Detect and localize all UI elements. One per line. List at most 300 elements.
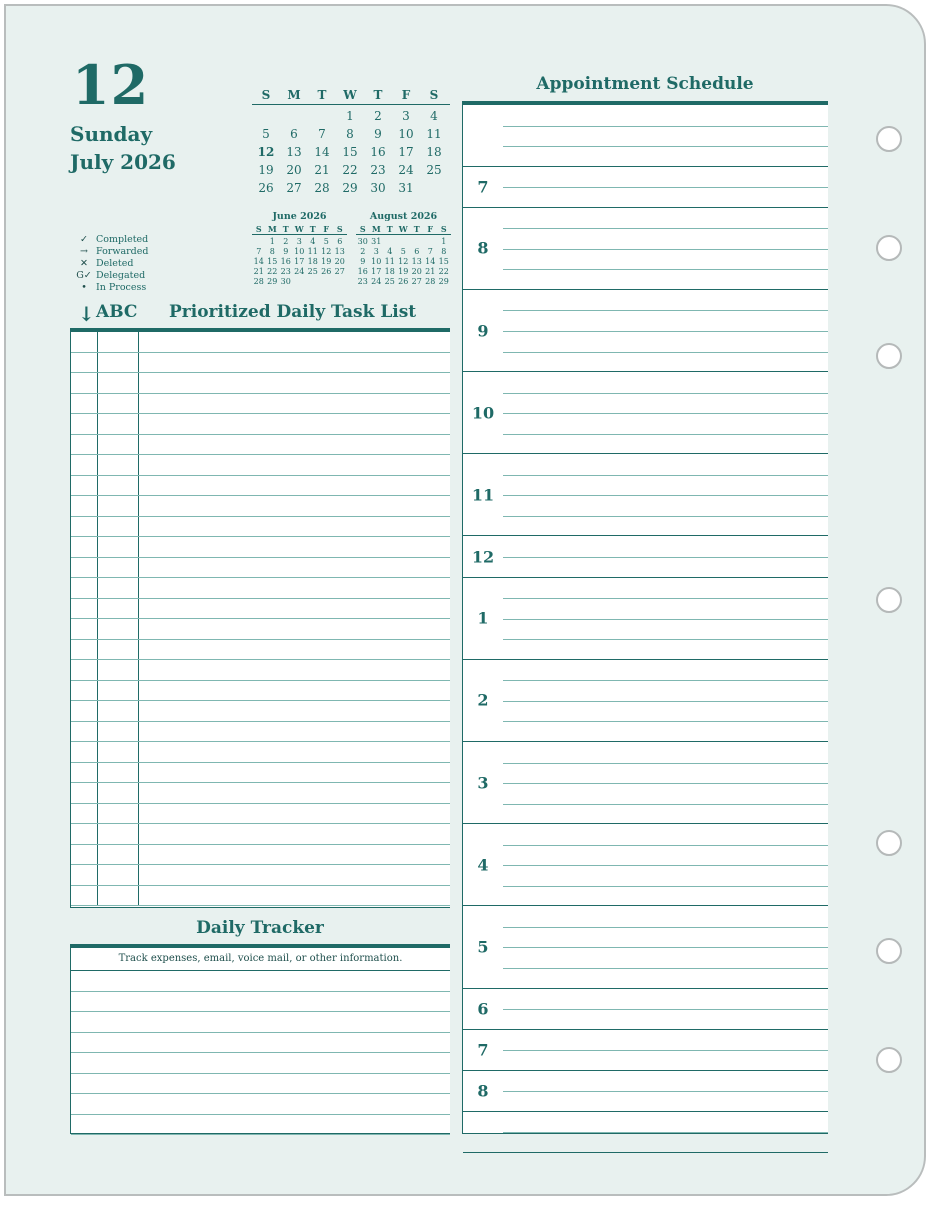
task-row [71,865,450,886]
calendar-week-row [252,125,450,143]
task-priority-cell [98,373,139,393]
calendar-day: 15 [342,145,358,159]
task-status-cell [71,373,98,393]
task-priority-cell [98,496,139,516]
tracker-line [71,1094,450,1115]
task-priority-cell [98,619,139,639]
mini-calendar-day: 27 [334,266,345,276]
mini-calendar-day: 10 [371,256,382,266]
calendar-day: 11 [426,127,442,141]
appointment-line [503,1091,828,1092]
appointment-slot-10 [463,372,828,454]
weekday-initial: T [317,88,327,102]
mini-calendar-day: 6 [337,236,343,246]
task-description-cell [139,886,450,906]
appointment-slot-6 [463,989,828,1030]
task-status-cell [71,394,98,414]
appointment-line [503,865,828,866]
calendar-day: 24 [398,163,414,177]
mini-calendar-day: 25 [307,266,318,276]
calendar-day: 6 [290,127,298,141]
task-description-cell [139,742,450,762]
task-description-cell [139,804,450,824]
mini-calendar-day: 7 [256,246,262,256]
task-row [71,804,450,825]
appointment-line [503,1132,828,1133]
task-description-cell [139,619,450,639]
mini-calendar-day: 3 [373,246,379,256]
binder-hole [876,343,902,369]
appointment-slot-3 [463,742,828,824]
calendar-day: 14 [314,145,330,159]
task-description-cell [139,435,450,455]
task-priority-cell [98,435,139,455]
task-description-cell [139,578,450,598]
appointment-line [503,845,828,846]
task-row [71,558,450,579]
mini-calendar-day: 30 [357,236,368,246]
appointment-line [503,495,828,496]
task-status-cell [71,660,98,680]
calendar-day: 3 [402,109,410,123]
appointment-slot-8 [463,208,828,290]
mini-weekday-initial: T [386,223,393,234]
calendar-day: 16 [370,145,386,159]
task-status-cell [71,681,98,701]
task-status-cell [71,578,98,598]
legend-symbol-icon: G✓ [76,269,92,281]
hour-label: 11 [471,485,495,505]
task-description-cell [139,496,450,516]
mini-calendar-week-row [252,256,347,266]
task-row [71,373,450,394]
task-status-cell [71,332,98,352]
task-description-cell [139,783,450,803]
task-status-cell [71,476,98,496]
mini-calendar-week-row [356,246,451,256]
task-priority-cell [98,517,139,537]
mini-calendar-day: 28 [425,276,436,286]
task-list-header [72,300,450,328]
calendar-day: 18 [426,145,442,159]
mini-calendar-day: 22 [438,266,449,276]
legend-label: Delegated [96,269,146,281]
hour-label: 4 [477,855,489,875]
mini-calendar-day: 11 [384,256,395,266]
legend-symbol-icon: ✕ [80,257,88,269]
calendar-day: 22 [342,163,358,177]
month-year-label: July 2026 [70,150,176,174]
mini-calendar-week-row [252,266,347,276]
hour-label: 1 [477,608,489,628]
appointment-line [503,434,828,435]
mini-calendar-title: August 2026 [369,211,438,222]
day-number: 12 [72,53,150,117]
appointment-line [503,763,828,764]
task-description-cell [139,455,450,475]
task-row [71,353,450,374]
mini-calendar-day: 17 [371,266,382,276]
weekday-initial: S [261,88,271,102]
mini-weekday-header-row [252,223,347,235]
binder-hole [876,1047,902,1073]
calendar-week-row [252,107,450,125]
calendar-day: 8 [346,127,354,141]
appointment-line [503,886,828,887]
calendar-day: 5 [262,127,270,141]
task-priority-cell [98,722,139,742]
task-row [71,537,450,558]
mini-calendar-day: 4 [310,236,316,246]
task-priority-cell [98,599,139,619]
task-description-cell [139,394,450,414]
appointment-line [503,1009,828,1010]
task-description-cell [139,517,450,537]
task-status-cell [71,783,98,803]
calendar-day: 13 [286,145,302,159]
calendar-day: 1 [346,109,354,123]
legend-label: Deleted [96,257,134,269]
hour-label: 6 [477,999,489,1019]
appointment-line [503,393,828,394]
appointment-line [503,804,828,805]
mini-calendar-day: 5 [323,236,329,246]
task-row [71,640,450,661]
mini-calendar-day: 23 [357,276,368,286]
task-priority-cell [98,824,139,844]
task-row [71,742,450,763]
binder-hole [876,587,902,613]
legend-item [72,281,148,293]
appointment-line [503,1050,828,1051]
appointment-line [503,228,828,229]
mini-calendar-day: 19 [398,266,409,276]
mini-calendar-day: 29 [438,276,449,286]
mini-calendar-day: 21 [425,266,436,276]
appointment-slot-blank [463,1112,828,1153]
binder-hole [876,938,902,964]
tracker-line [71,992,450,1013]
mini-calendar-day: 15 [267,256,278,266]
task-description-cell [139,558,450,578]
hour-label: 10 [471,403,495,423]
task-row [71,886,450,907]
task-description-cell [139,476,450,496]
daily-tracker-box [70,944,450,1134]
calendar-day: 7 [318,127,326,141]
appointment-line [503,331,828,332]
task-description-cell [139,660,450,680]
mini-calendar-day: 25 [384,276,395,286]
task-priority-cell [98,353,139,373]
mini-calendar-day: 26 [398,276,409,286]
legend-label: In Process [96,281,147,293]
task-priority-cell [98,414,139,434]
mini-calendar-day: 23 [280,266,291,276]
mini-weekday-initial: F [323,223,330,234]
hour-label: 8 [477,1081,489,1101]
planner-page [4,4,926,1196]
task-priority-cell [98,783,139,803]
mini-calendar-day: 8 [441,246,447,256]
task-priority-cell [98,578,139,598]
appointment-slot-9 [463,290,828,372]
task-description-cell [139,640,450,660]
month-calendar [252,86,450,197]
task-row [71,722,450,743]
task-row [71,824,450,845]
mini-calendar-day: 7 [427,246,433,256]
mini-calendar-day: 13 [334,246,345,256]
appointment-line [503,701,828,702]
task-status-cell [71,619,98,639]
mini-weekday-initial: W [294,223,304,234]
calendar-day: 21 [314,163,330,177]
weekday-initial: M [287,88,301,102]
calendar-day: 23 [370,163,386,177]
task-row [71,763,450,784]
legend-symbol-icon: → [80,245,88,257]
task-status-cell [71,496,98,516]
task-priority-cell [98,763,139,783]
mini-calendar-day: 24 [294,266,305,276]
appointment-slot-8 [463,1071,828,1112]
calendar-week-row [252,143,450,161]
legend-item [72,245,148,257]
calendar-day: 17 [398,145,414,159]
mini-calendar-day: 31 [371,236,382,246]
daily-tracker-hint: Track expenses, email, voice mail, or other information. [71,948,450,971]
task-status-cell [71,599,98,619]
mini-calendar-title: June 2026 [272,211,327,222]
task-row [71,517,450,538]
binder-hole [876,830,902,856]
task-description-cell [139,599,450,619]
mini-calendar-day: 17 [294,256,305,266]
tracker-line [71,1053,450,1074]
tracker-line [71,1012,450,1033]
appointment-line [503,598,828,599]
weekday-header-row [252,86,450,105]
mini-calendar-day: 29 [267,276,278,286]
task-description-cell [139,845,450,865]
calendar-day: 20 [286,163,302,177]
mini-calendar-day: 9 [283,246,289,256]
hour-label: 7 [477,1040,489,1060]
previous-month-calendar [252,211,347,286]
calendar-day: 31 [398,181,414,195]
mini-calendar-day: 14 [425,256,436,266]
mini-calendar-day: 2 [283,236,289,246]
appointment-line [503,639,828,640]
calendar-day: 26 [258,181,274,195]
task-status-cell [71,414,98,434]
task-row [71,599,450,620]
mini-calendar-week-row [252,246,347,256]
weekday-initial: S [429,88,439,102]
task-list-grid [70,328,450,908]
task-status-cell [71,865,98,885]
mini-weekday-initial: S [440,223,447,234]
hour-label: 12 [471,547,495,567]
task-row [71,660,450,681]
task-status-cell [71,742,98,762]
appointment-line [503,927,828,928]
mini-calendar-day: 22 [267,266,278,276]
task-priority-cell [98,845,139,865]
hour-label: 8 [477,238,489,258]
task-status-cell [71,435,98,455]
task-description-cell [139,373,450,393]
hour-label: 5 [477,937,489,957]
mini-weekday-initial: T [413,223,420,234]
task-status-cell [71,640,98,660]
appointment-schedule-title: Appointment Schedule [536,74,754,94]
legend-label: Completed [96,233,149,245]
mini-weekday-initial: W [398,223,408,234]
mini-calendar-day: 9 [360,256,366,266]
mini-weekday-initial: M [267,223,277,234]
legend-label: Forwarded [96,245,149,257]
hour-label: 7 [477,177,489,197]
legend-item [72,233,148,245]
task-description-cell [139,722,450,742]
task-row [71,578,450,599]
next-month-calendar [356,211,451,286]
mini-calendar-week-row [356,236,451,246]
mini-calendar-day: 10 [294,246,305,256]
mini-weekday-initial: S [255,223,262,234]
mini-weekday-initial: T [309,223,316,234]
legend-item [72,257,148,269]
mini-weekday-initial: S [359,223,366,234]
task-priority-cell [98,558,139,578]
weekday-initial: T [373,88,383,102]
task-row [71,455,450,476]
mini-calendar-day: 2 [360,246,366,256]
mini-calendar-week-row [356,256,451,266]
appointment-line [503,269,828,270]
task-priority-cell [98,742,139,762]
task-description-cell [139,865,450,885]
mini-weekday-initial: M [371,223,381,234]
appointment-line [503,516,828,517]
appointment-slot-5 [463,906,828,988]
weekday-initial: W [343,88,357,102]
task-status-cell [71,845,98,865]
mini-weekday-initial: S [336,223,343,234]
mini-calendar-day: 5 [400,246,406,256]
calendar-day: 30 [370,181,386,195]
task-status-cell [71,886,98,906]
appointment-line [503,249,828,250]
appointment-line [503,783,828,784]
task-priority-cell [98,865,139,885]
hour-label: 9 [477,321,489,341]
mini-calendar-day: 19 [321,256,332,266]
mini-calendar-day: 20 [334,256,345,266]
calendar-day: 25 [426,163,442,177]
task-row [71,414,450,435]
mini-calendar-week-row [252,236,347,246]
task-row [71,783,450,804]
hour-label: 2 [477,690,489,710]
task-status-cell [71,722,98,742]
calendar-day: 29 [342,181,358,195]
task-status-cell [71,455,98,475]
appointment-line [503,721,828,722]
task-description-cell [139,537,450,557]
task-row [71,332,450,353]
mini-calendar-day: 12 [321,246,332,256]
task-status-cell [71,517,98,537]
mini-calendar-day: 8 [269,246,275,256]
task-list-title: Prioritized Daily Task List [169,302,417,322]
mini-calendar-day: 18 [384,266,395,276]
appointment-line [503,557,828,558]
appointment-slot-1 [463,578,828,660]
status-legend [72,233,148,293]
tracker-line [71,1033,450,1054]
task-status-cell [71,701,98,721]
appointment-line [503,126,828,127]
appointment-slot-12 [463,536,828,577]
appointment-line [503,947,828,948]
task-priority-cell [98,701,139,721]
task-priority-cell [98,476,139,496]
mini-calendar-day: 1 [441,236,447,246]
task-status-cell [71,537,98,557]
mini-calendar-day: 20 [411,266,422,276]
task-row [71,435,450,456]
mini-weekday-initial: T [282,223,289,234]
appointment-slot-7 [463,1030,828,1071]
appointment-schedule [462,101,828,1134]
task-status-cell [71,763,98,783]
mini-calendar-day: 26 [321,266,332,276]
task-row [71,681,450,702]
task-priority-cell [98,660,139,680]
legend-item [72,269,148,281]
mini-calendar-day: 27 [411,276,422,286]
calendar-day: 27 [286,181,302,195]
task-row [71,845,450,866]
appointment-line [503,475,828,476]
task-description-cell [139,763,450,783]
calendar-day: 19 [258,163,274,177]
mini-calendar-week-row [356,266,451,276]
mini-weekday-initial: F [427,223,434,234]
mini-calendar-day: 3 [296,236,302,246]
appointment-line [503,680,828,681]
mini-calendar-day: 24 [371,276,382,286]
task-description-cell [139,332,450,352]
task-priority-cell [98,681,139,701]
weekday-label: Sunday [70,122,153,146]
appointment-slot-7 [463,167,828,208]
task-priority-cell [98,394,139,414]
calendar-day: 10 [398,127,414,141]
legend-symbol-icon: ✓ [80,233,88,245]
hour-label: 3 [477,773,489,793]
task-row [71,476,450,497]
appointment-line [503,352,828,353]
task-priority-cell [98,332,139,352]
task-status-cell [71,558,98,578]
calendar-day: 28 [314,181,330,195]
mini-calendar-day: 16 [357,266,368,276]
mini-calendar-day: 6 [414,246,420,256]
